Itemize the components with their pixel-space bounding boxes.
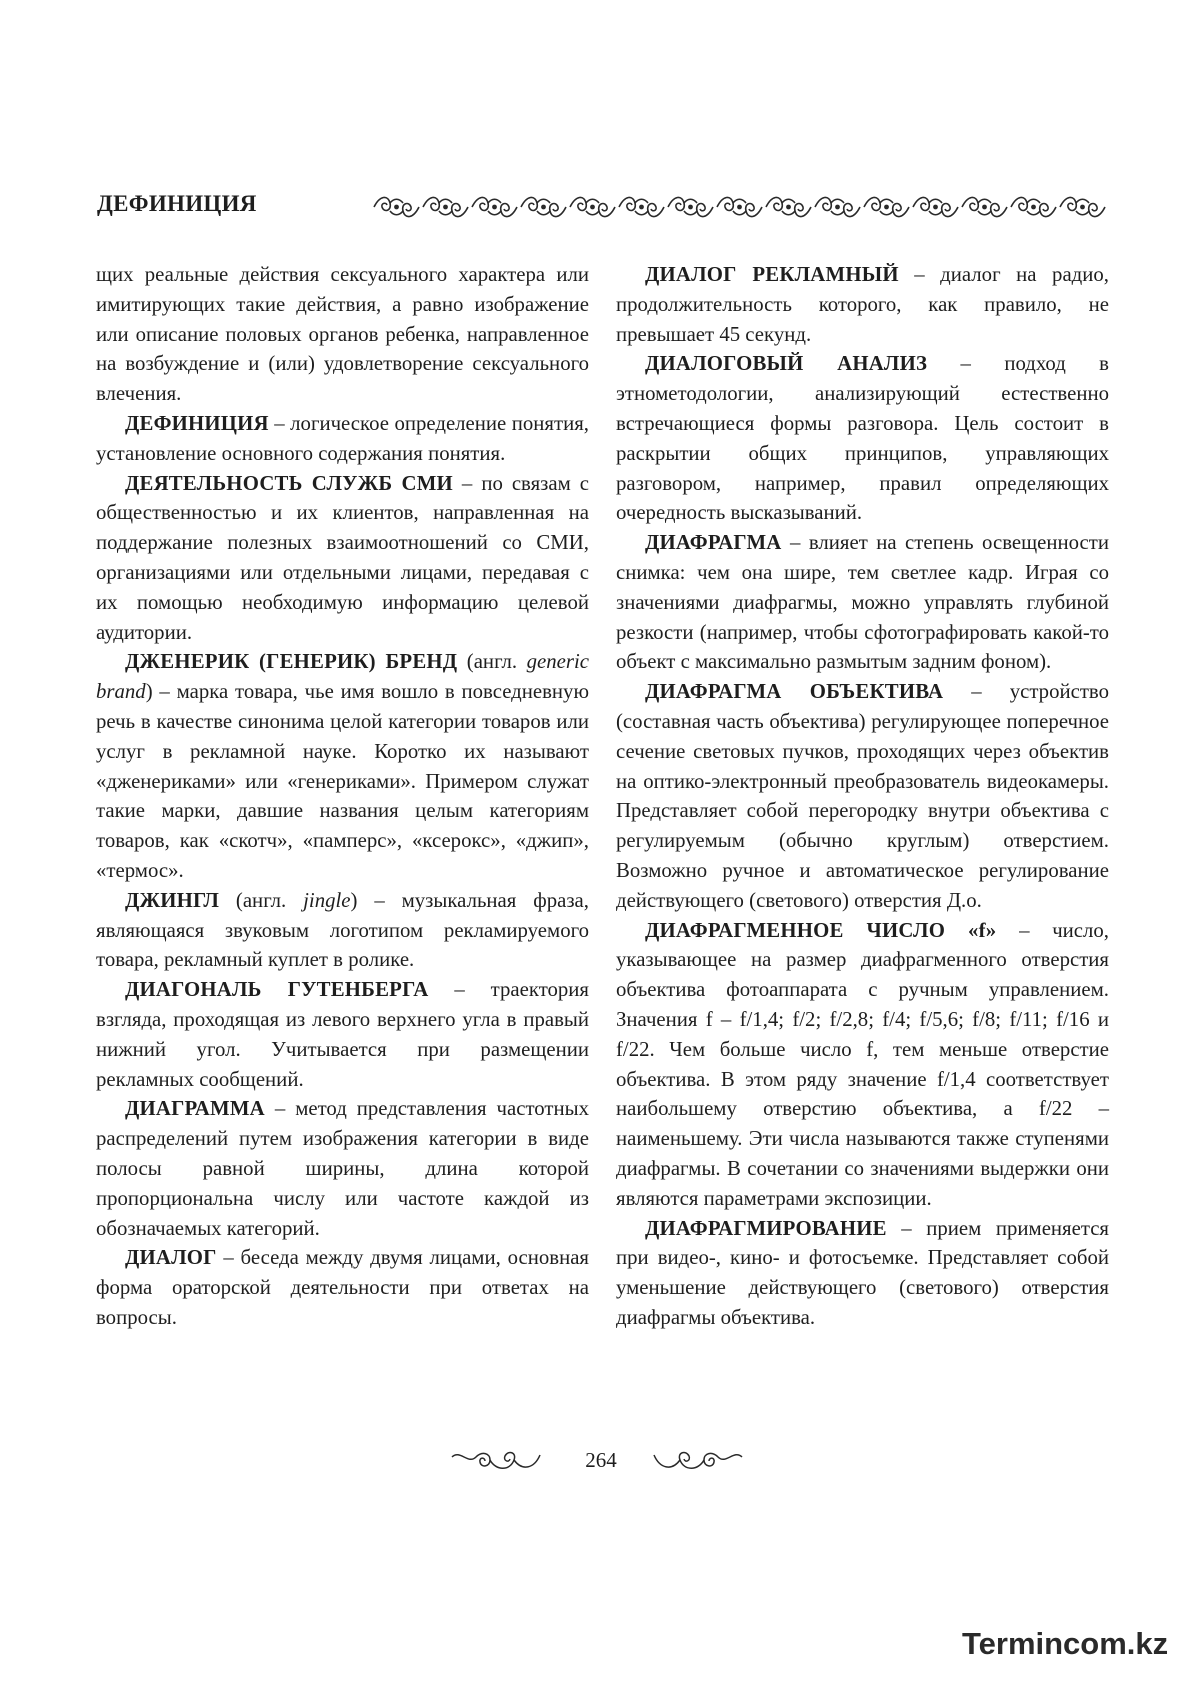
dictionary-entry: [616, 677, 1109, 915]
entry-term: ДЖЕНЕРИК (ГЕНЕРИК) БРЕНД: [125, 650, 458, 674]
entry-term: ДИАЛОГОВЫЙ АНАЛИЗ: [645, 352, 928, 376]
foreign-term: generic brand: [96, 650, 589, 704]
definition-text: – траектория взгляда, проходящая из левого верхнего угла в правый нижний угол. Учитывается при размещении рекламных сообщений.: [96, 978, 589, 1091]
dictionary-entry: [96, 886, 589, 975]
entry-term: ДЖИНГЛ: [125, 888, 220, 912]
entry-term: ДИАФРАГМА: [645, 531, 782, 555]
dictionary-entry: [96, 1094, 589, 1243]
entry-term: ДИАФРАГМИРОВАНИЕ: [645, 1216, 887, 1240]
scroll-flourish-icon: [450, 1447, 542, 1473]
scroll-flourish-icon: [652, 1447, 744, 1473]
definition-text: – число, указывающее на размер диафрагменного отверстия объектива фотоаппарата с ручным управлением. Значения f – f/1,4; f/2; f/2,8; f/4; f/5,6; f/8; f/11; f/16 и f/22. Чем больше число f, тем меньше отверстие объектива. В этом ряду значение f/1,4 соответствует наибольшему отверстию объектива, а f/22 – наименьшему. Эти числа называются также ступенями диафрагмы. В сочетании со значениями выдержки они являются параметрами экспозиции.: [616, 918, 1109, 1210]
definition-text: – диалог на радио, продолжительность которого, как правило, не превышает 45 секунд.: [616, 263, 1109, 346]
entry-term: ДИАФРАГМА ОБЪЕКТИВА: [645, 680, 944, 704]
entry-term: ДЕФИНИЦИЯ: [125, 411, 269, 435]
definition-text: щих реальные действия сексуального характера или имитирующих такие действия, а равно изображение или описание половых органов ребенка, направленное на возбуждение и (или) удовлетворение сексуального влечения.: [96, 263, 589, 406]
definition-text: – устройство (составная часть объектива) регулирующее поперечное сечение световых пучков, проходящих через объектив на оптико-электронный преобразователь видеокамеры. Представляет собой перегородку внутри объектива с регулируемым (обычно круглым) отверстием. Возможно ручное и автоматическое регулирование действующего (светового) отверстия Д.о.: [616, 680, 1109, 912]
entry-term: ДИАФРАГМЕННОЕ ЧИСЛО «f»: [645, 918, 997, 942]
site-watermark: Termincom.kz: [962, 1626, 1169, 1661]
right-column: [616, 260, 1109, 1333]
foreign-term: jingle: [303, 888, 351, 912]
running-header-title: ДЕФИНИЦИЯ: [97, 191, 257, 216]
definition-text: – по связам с общественностью и их клиентов, направленная на поддержание полезных взаимоотношений со СМИ, организациями или отдельными лицами, передавая с их помощью необходимую информацию целевой аудитории.: [96, 471, 589, 644]
page-footer: [0, 1445, 1191, 1485]
dictionary-entry: [96, 647, 589, 885]
entry-term: ДЕЯТЕЛЬНОСТЬ СЛУЖБ СМИ: [125, 471, 453, 495]
entry-continued: [96, 260, 589, 409]
entry-term: ДИАГОНАЛЬ ГУТЕНБЕРГА: [125, 978, 429, 1002]
left-column: [96, 260, 589, 1333]
definition-text: – беседа между двумя лицами, основная форма ораторской деятельности при ответах на вопросы.: [96, 1246, 589, 1329]
dictionary-entry: [616, 349, 1109, 528]
language-note: (англ.: [457, 650, 527, 674]
dictionary-entry: [616, 528, 1109, 677]
definition-text: – влияет на степень освещенности снимка: чем она шире, тем светлее кадр. Играя со значениями диафрагмы, можно управлять глубиной резкости (например, чтобы сфотографировать какой-то объект с максимально размытым задним фоном).: [616, 531, 1109, 674]
definition-text: – прием применяется при видео-, кино- и фотосъемке. Представляет собой уменьшение действующего (светового) отверстия диафрагмы объектива.: [616, 1216, 1109, 1329]
language-note: (англ.: [219, 888, 304, 912]
entry-term: ДИАЛОГ: [125, 1246, 217, 1270]
definition-text: – логическое определение понятия, установление основного содержания понятия.: [96, 411, 589, 465]
page-number: 264: [585, 1448, 617, 1472]
definition-text: ) – музыкальная фраза, являющаяся звуковым логотипом рекламируемого товара, рекламный куплет в ролике.: [96, 888, 589, 972]
ornamental-band-icon: [372, 192, 1107, 222]
dictionary-entry: [616, 260, 1109, 349]
entry-term: ДИАГРАММА: [125, 1097, 265, 1121]
dictionary-entry: [616, 1214, 1109, 1333]
dictionary-entry: [96, 1243, 589, 1332]
dictionary-entry: [96, 409, 589, 469]
dictionary-entry: [96, 469, 589, 648]
definition-text: – подход в этнометодологии, анализирующий естественно встречающиеся формы разговора. Цель состоит в раскрытии общих принципов, управляющих разговором, например, правил определяющих очередность высказываний.: [616, 352, 1109, 525]
definition-text: – метод представления частотных распределений путем изображения категории в виде полосы равной ширины, длина которой пропорциональна числу или частоте каждой из обозначаемых категорий.: [96, 1097, 589, 1240]
definition-text: ) – марка товара, чье имя вошло в повседневную речь в качестве синонима целой категории товаров или услуг в рекламной науке. Коротко их называют «дженериками» или «генериками». Примером служат такие марки, давшие названия целым категориям товаров, как «скотч», «памперс», «ксерокс», «джип», «термос».: [96, 680, 589, 882]
dictionary-entry: [616, 916, 1109, 1214]
dictionary-entry: [96, 975, 589, 1094]
entry-term: ДИАЛОГ РЕКЛАМНЫЙ: [645, 263, 899, 286]
